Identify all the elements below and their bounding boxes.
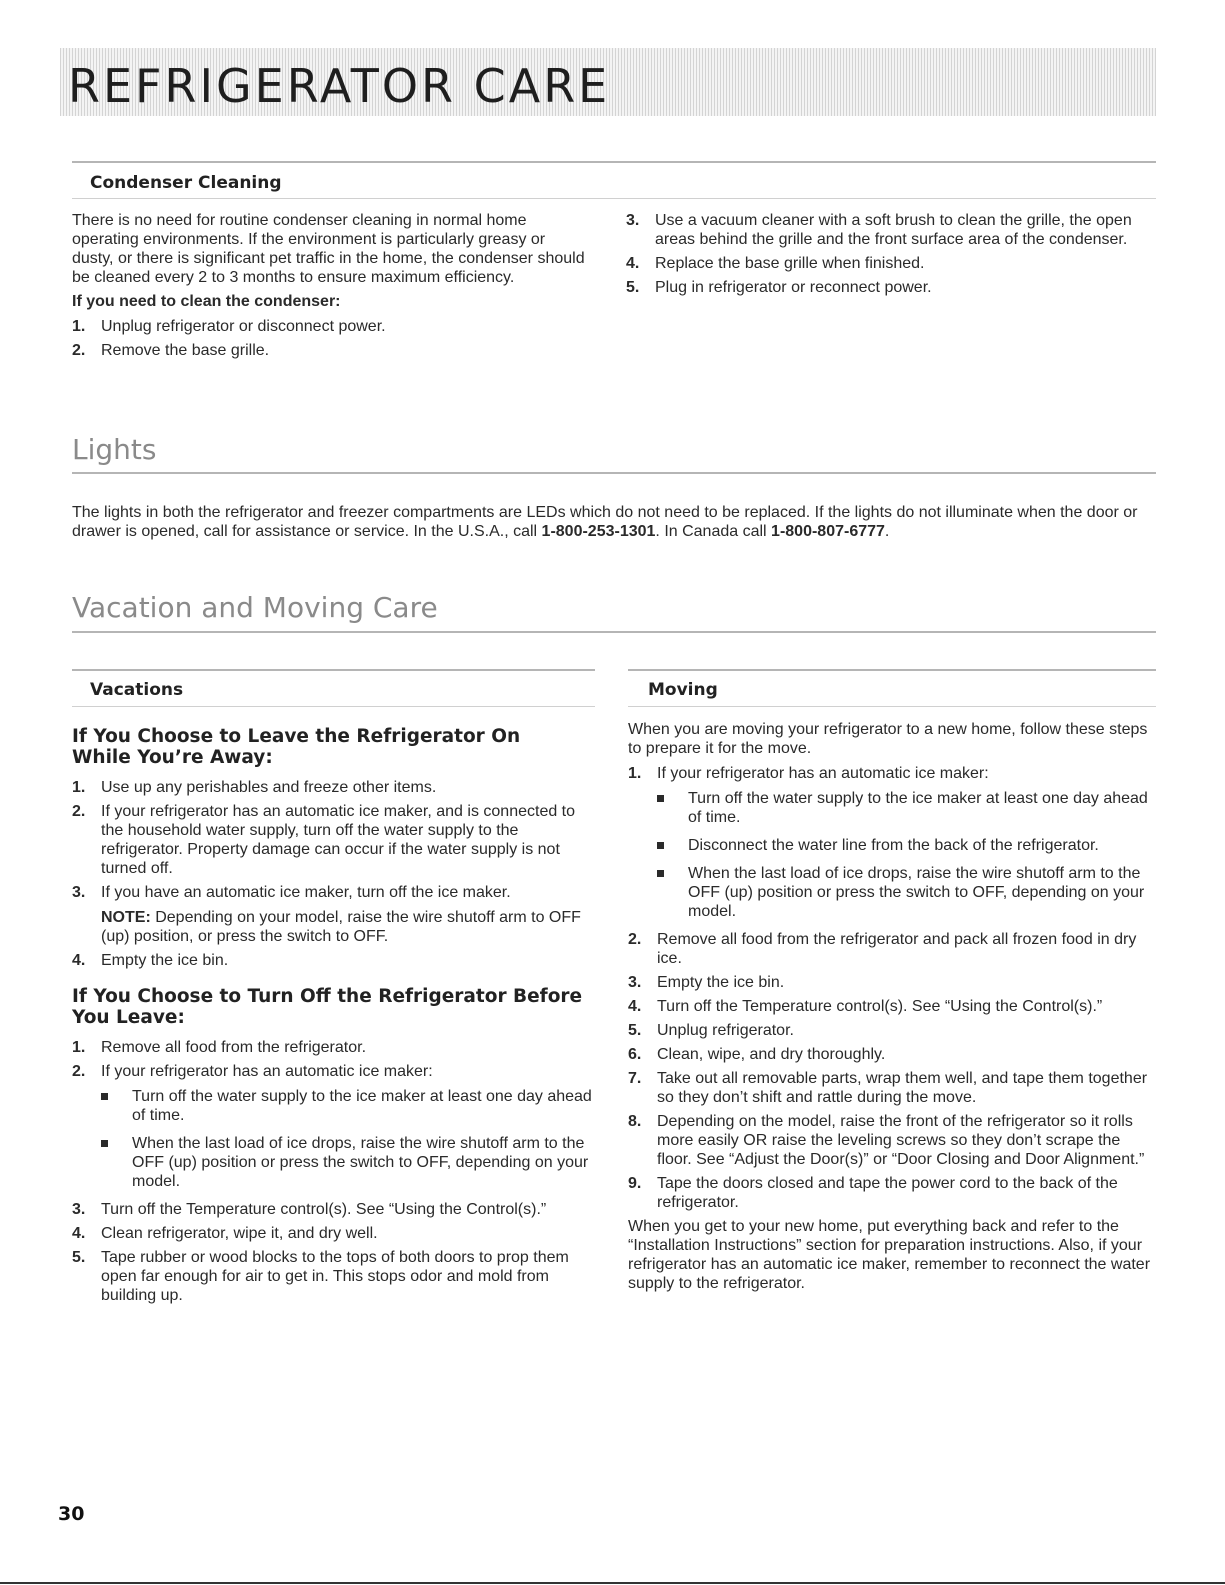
- step-number: 5.: [626, 279, 640, 296]
- list-item: [72, 802, 597, 878]
- step-number: 4.: [72, 952, 86, 969]
- leave-on-steps: [72, 778, 597, 970]
- step-text: Turn off the Temperature control(s). See “Using the Control(s).”: [657, 998, 1103, 1015]
- moving-steps: [628, 764, 1153, 1212]
- condenser-heading: Condenser Cleaning: [90, 173, 282, 193]
- step-text: Empty the ice bin.: [657, 974, 785, 991]
- list-item: [628, 1045, 1153, 1064]
- condenser-subheading: If you need to clean the condenser:: [72, 293, 341, 310]
- condenser-intro: There is no need for routine condenser cleaning in normal home operating environments. If the environment is particularly greasy or dusty, or there is significant pet traffic in the home, the condenser should be cleaned every 2 to 3 months to ensure maximum efficiency.: [72, 212, 585, 286]
- step-number: 7.: [628, 1070, 642, 1087]
- note-text: Depending on your model, raise the wire shutoff arm to OFF (up) position, or press the switch to OFF.: [101, 909, 581, 945]
- list-item: [72, 1038, 597, 1057]
- step-number: 9.: [628, 1175, 642, 1192]
- moving-outro: When you get to your new home, put everything back and refer to the “Installation Instructions” section for preparation instructions. Also, if your refrigerator has an automatic ice maker, remember to reconnect the water supply to the refrigerator.: [628, 1218, 1151, 1292]
- step-text: If your refrigerator has an automatic ice maker:: [657, 765, 989, 782]
- square-bullet-icon: [657, 870, 664, 877]
- list-item: [72, 778, 597, 797]
- bullet-item: [101, 1134, 597, 1191]
- condenser-right-column: [626, 211, 1146, 302]
- note-label: NOTE:: [101, 909, 151, 926]
- condenser-steps-continued: [626, 211, 1146, 297]
- step-text: If your refrigerator has an automatic ice maker, and is connected to the household water supply, turn off the water supply to the refrigerator. Property damage can occur if the water supply is not turned off.: [101, 803, 576, 877]
- bullet-text: When the last load of ice drops, raise the wire shutoff arm to the OFF (up) position or press the switch to OFF, depending on your model.: [688, 865, 1145, 920]
- step-text: If you have an automatic ice maker, turn off the ice maker.: [101, 884, 511, 901]
- step-number: 6.: [628, 1046, 642, 1063]
- step-text: Use a vacuum cleaner with a soft brush to clean the grille, the open areas behind the grille and the front surface area of the condenser.: [655, 212, 1132, 248]
- step-number: 2.: [72, 1063, 86, 1080]
- step-number: 5.: [72, 1249, 86, 1266]
- list-item: [628, 1174, 1153, 1212]
- list-item: [626, 211, 1146, 249]
- square-bullet-icon: [101, 1140, 108, 1147]
- page-number: 30: [58, 1503, 85, 1525]
- step-number: 4.: [628, 998, 642, 1015]
- list-item: [628, 1069, 1153, 1107]
- step-text: Tape rubber or wood blocks to the tops of both doors to prop them open far enough for air to get in. This stops odor and mold from building up.: [101, 1249, 569, 1304]
- bullet-item: [657, 789, 1153, 827]
- step-number: 1.: [72, 318, 86, 335]
- leave-on-heading: If You Choose to Leave the Refrigerator On While You’re Away:: [72, 726, 521, 768]
- step-text: Take out all removable parts, wrap them well, and tape them together so they don’t shift and rattle during the move.: [657, 1070, 1148, 1106]
- step-text: Replace the base grille when finished.: [655, 255, 925, 272]
- turn-off-heading: If You Choose to Turn Off the Refrigerator Before You Leave:: [72, 986, 583, 1028]
- list-item: [626, 278, 1146, 297]
- step-number: 3.: [72, 884, 86, 901]
- list-item: [628, 973, 1153, 992]
- list-item: [628, 1112, 1153, 1169]
- lights-text-after: .: [884, 523, 890, 540]
- condenser-steps: [72, 317, 587, 360]
- section-rule-top: [72, 161, 1156, 163]
- step-text: Tape the doors closed and tape the power cord to the back of the refrigerator.: [657, 1175, 1118, 1211]
- vacations-heading: Vacations: [90, 680, 184, 700]
- vacations-column: [72, 726, 597, 1310]
- bullet-item: [657, 836, 1153, 855]
- list-item: [628, 764, 1153, 921]
- vacations-rule-bottom: [72, 706, 595, 707]
- moving-rule-top: [628, 669, 1156, 671]
- moving-rule-bottom: [628, 706, 1156, 707]
- step-text: Depending on the model, raise the front of the refrigerator so it rolls more easily OR raise the leveling screws so they don’t scrape the floor. See “Adjust the Door(s)” or “Door Closing and Door Alignment.”: [657, 1113, 1145, 1168]
- step-text: Use up any perishables and freeze other items.: [101, 779, 437, 796]
- list-item: [72, 1200, 597, 1219]
- step-text: Empty the ice bin.: [101, 952, 229, 969]
- step-text: Unplug refrigerator or disconnect power.: [101, 318, 386, 335]
- moving-heading: Moving: [648, 680, 718, 700]
- vacation-moving-heading: Vacation and Moving Care: [72, 591, 438, 624]
- vacation-moving-rule: [72, 631, 1156, 633]
- list-item: [72, 1224, 597, 1243]
- bullet-text: Turn off the water supply to the ice maker at least one day ahead of time.: [132, 1088, 592, 1124]
- page-title: REFRIGERATOR CARE: [68, 59, 611, 113]
- list-item: [72, 883, 597, 946]
- vacations-rule-top: [72, 669, 595, 671]
- list-item: [628, 997, 1153, 1016]
- turn-off-steps: [72, 1038, 597, 1305]
- square-bullet-icon: [101, 1093, 108, 1100]
- bullet-list: [101, 1087, 597, 1191]
- step-text: Plug in refrigerator or reconnect power.: [655, 279, 932, 296]
- step-number: 3.: [626, 212, 640, 229]
- list-item: [626, 254, 1146, 273]
- step-text: Turn off the Temperature control(s). See “Using the Control(s).”: [101, 1201, 547, 1218]
- bottom-border: [0, 1582, 1225, 1584]
- list-item: [72, 1248, 597, 1305]
- step-text: Remove all food from the refrigerator.: [101, 1039, 367, 1056]
- step-text: Remove all food from the refrigerator and pack all frozen food in dry ice.: [657, 931, 1137, 967]
- us-phone-number: 1-800-253-1301: [541, 523, 656, 540]
- step-number: 4.: [72, 1225, 86, 1242]
- step-number: 2.: [72, 803, 86, 820]
- step-number: 1.: [72, 779, 86, 796]
- step-number: 3.: [72, 1201, 86, 1218]
- lights-rule: [72, 472, 1156, 474]
- bullet-text: Disconnect the water line from the back of the refrigerator.: [688, 837, 1099, 854]
- lights-heading: Lights: [72, 433, 157, 466]
- lights-text-before: The lights in both the refrigerator and freezer compartments are LEDs which do not need to be replaced. If the lights do not illuminate when the door or drawer is opened, call for assistance or service. In the U.S.A., call: [72, 504, 1138, 540]
- step-number: 4.: [626, 255, 640, 272]
- step-number: 3.: [628, 974, 642, 991]
- lights-text-middle: . In Canada call: [655, 523, 772, 540]
- section-rule-bottom: [72, 198, 1156, 199]
- list-item: [72, 951, 597, 970]
- list-item: [72, 341, 587, 360]
- canada-phone-number: 1-800-807-6777: [771, 523, 885, 540]
- list-item: [72, 1062, 597, 1191]
- square-bullet-icon: [657, 795, 664, 802]
- condenser-left-column: [72, 211, 587, 365]
- list-item: [628, 930, 1153, 968]
- step-number: 5.: [628, 1022, 642, 1039]
- step-text: Clean refrigerator, wipe it, and dry well.: [101, 1225, 378, 1242]
- step-number: 8.: [628, 1113, 642, 1130]
- list-item: [72, 317, 587, 336]
- step-text: Unplug refrigerator.: [657, 1022, 794, 1039]
- step-number: 1.: [628, 765, 642, 782]
- bullet-text: When the last load of ice drops, raise the wire shutoff arm to the OFF (up) position or press the switch to OFF, depending on your model.: [132, 1135, 589, 1190]
- bullet-item: [657, 864, 1153, 921]
- moving-column: [628, 720, 1153, 1293]
- bullet-text: Turn off the water supply to the ice maker at least one day ahead of time.: [688, 790, 1148, 826]
- step-number: 2.: [628, 931, 642, 948]
- step-text: Remove the base grille.: [101, 342, 270, 359]
- list-item: [628, 1021, 1153, 1040]
- lights-paragraph: [72, 503, 1162, 541]
- bullet-item: [101, 1087, 597, 1125]
- bullet-list: [657, 789, 1153, 921]
- step-number: 1.: [72, 1039, 86, 1056]
- step-text: Clean, wipe, and dry thoroughly.: [657, 1046, 886, 1063]
- square-bullet-icon: [657, 842, 664, 849]
- step-number: 2.: [72, 342, 86, 359]
- step-text: If your refrigerator has an automatic ice maker:: [101, 1063, 433, 1080]
- moving-intro: When you are moving your refrigerator to a new home, follow these steps to prepare it for the move.: [628, 721, 1148, 757]
- note: [101, 908, 597, 946]
